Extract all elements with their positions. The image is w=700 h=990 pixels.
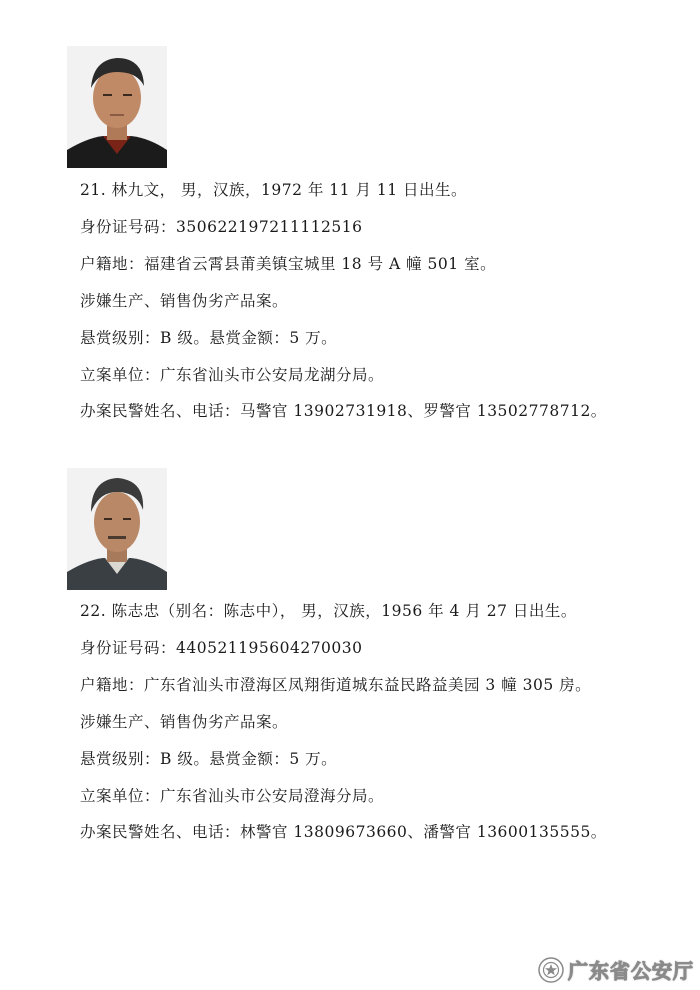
police-badge-icon [538, 957, 564, 983]
person-22-id-number: 身份证号码：440521195604270030 [80, 639, 363, 657]
person-22-officers: 办案民警姓名、电话：林警官 13809673660、潘警官 13600135555。 [80, 823, 607, 841]
footer-brand-text: 广东省公安厅 [568, 959, 694, 983]
person-21-id-number: 身份证号码：350622197211112516 [80, 218, 363, 236]
portrait-photo-21 [67, 46, 167, 168]
portrait-photo-22 [67, 468, 167, 590]
person-21-residence: 户籍地：福建省云霄县莆美镇宝城里 18 号 A 幢 501 室。 [80, 255, 497, 273]
person-22-case: 涉嫌生产、销售伪劣产品案。 [80, 713, 289, 731]
person-21-reward: 悬赏级别：B 级。悬赏金额：5 万。 [80, 329, 338, 347]
person-22-reward: 悬赏级别：B 级。悬赏金额：5 万。 [80, 750, 338, 768]
portrait-image [67, 468, 167, 590]
portrait-image [67, 46, 167, 168]
footer-logo [538, 955, 694, 984]
person-22-heading: 22. 陈志忠（别名：陈志中）， 男，汉族，1956 年 4 月 27 日出生。 [80, 602, 577, 620]
person-22-residence: 户籍地：广东省汕头市澄海区凤翔街道城东益民路益美园 3 幢 305 房。 [80, 676, 592, 694]
person-21-heading: 21. 林九文， 男，汉族，1972 年 11 月 11 日出生。 [80, 181, 468, 199]
person-21-case: 涉嫌生产、销售伪劣产品案。 [80, 292, 289, 310]
person-21-officers: 办案民警姓名、电话：马警官 13902731918、罗警官 13502778712。 [80, 402, 607, 420]
person-21-filing-unit: 立案单位：广东省汕头市公安局龙湖分局。 [80, 366, 385, 384]
person-22-filing-unit: 立案单位：广东省汕头市公安局澄海分局。 [80, 787, 385, 805]
